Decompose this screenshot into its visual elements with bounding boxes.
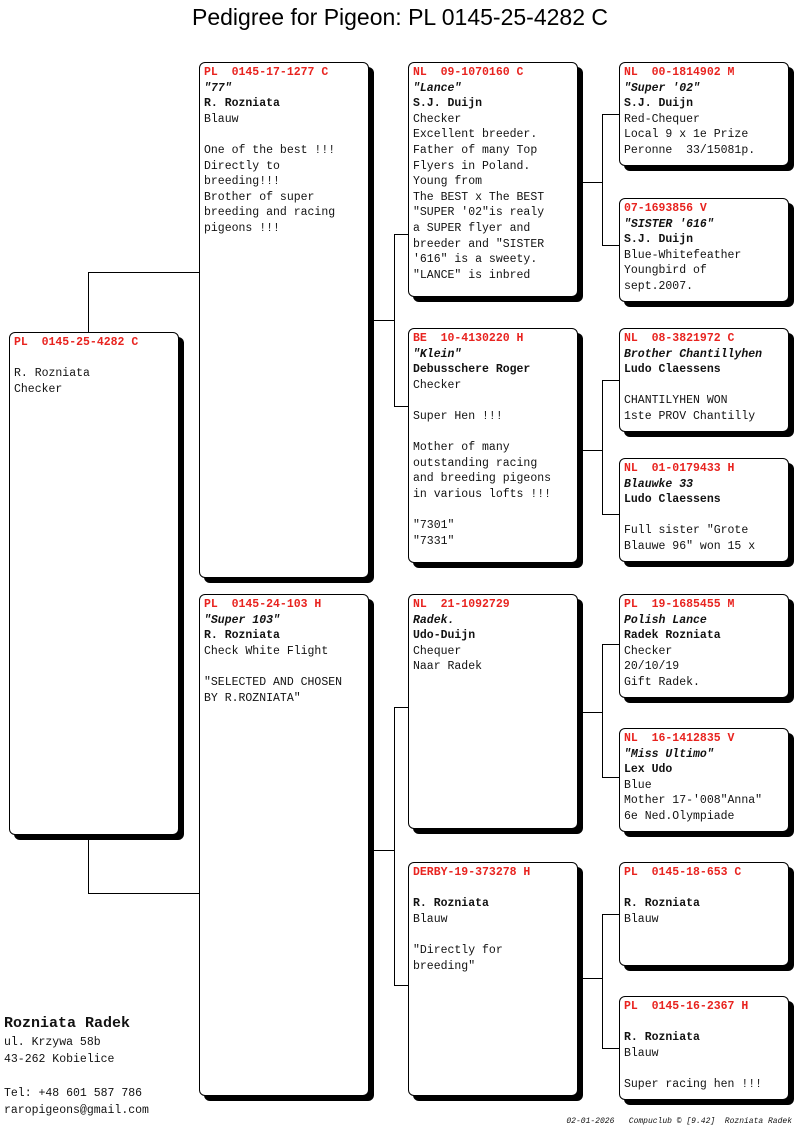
card-line: pigeons !!! [204, 221, 280, 235]
owner-name: Udo-Duijn [413, 629, 476, 643]
owner-name: Ludo Claessens [624, 363, 721, 377]
connector-line [602, 114, 620, 115]
connector-line [602, 644, 620, 645]
connector-line [602, 380, 603, 514]
connector-line [602, 380, 620, 381]
connector-line [602, 644, 603, 777]
ring-number: PL 19-1685455 M [624, 598, 735, 611]
owner-name: Debusschere Roger [413, 363, 531, 377]
card-line: One of the best !!! [204, 143, 336, 157]
card-line: breeder and "SISTER [413, 237, 545, 251]
card-line: in various lofts !!! [413, 487, 552, 501]
card-line: outstanding racing [413, 456, 538, 470]
owner-name: S.J. Duijn [624, 97, 694, 111]
owner-name: Ludo Claessens [624, 493, 721, 507]
pigeon-card-sire-dam-sire[interactable] [619, 328, 789, 432]
pigeon-card-dam-sire-sire[interactable] [619, 594, 789, 698]
pigeon-card-dam-sire[interactable] [408, 594, 578, 829]
card-line: Super Hen !!! [413, 409, 503, 423]
owner-name: S.J. Duijn [624, 233, 694, 247]
card-line: Checker [413, 112, 462, 126]
breeder-phone: Tel: +48 601 587 786 [4, 1087, 143, 1100]
pigeon-card-sire-sire-dam[interactable] [619, 198, 789, 302]
pigeon-name: "Super 103" [204, 613, 280, 627]
connector-line [88, 893, 200, 894]
card-line [413, 393, 573, 409]
pigeon-card-sire-sire[interactable] [408, 62, 578, 297]
connector-line [394, 985, 408, 986]
connector-line [602, 114, 603, 245]
connector-line [602, 914, 620, 915]
connector-line [394, 707, 395, 985]
page-title: Pedigree for Pigeon: PL 0145-25-4282 C [192, 4, 608, 30]
owner-name: R. Rozniata [204, 97, 280, 111]
pigeon-name: Polish Lance [624, 613, 707, 627]
connector-line [88, 272, 89, 334]
card-line: The BEST x The BEST [413, 190, 545, 204]
card-line: Blauwe 96" won 15 x [624, 539, 756, 553]
pigeon-name [624, 1015, 784, 1031]
card-line: Father of many Top [413, 143, 538, 157]
connector-line [578, 450, 602, 451]
pigeon-name [624, 881, 784, 897]
card-line: sept.2007. [624, 279, 694, 293]
owner-name: Lex Udo [624, 763, 673, 777]
ring-number: NL 21-1092729 [413, 598, 510, 611]
card-line: Excellent breeder. [413, 128, 538, 142]
owner-name: R. Rozniata [624, 897, 700, 911]
connector-line [368, 850, 395, 851]
ring-number: NL 16-1412835 V [624, 732, 735, 745]
ring-number: 07-1693856 V [624, 202, 707, 215]
ring-number: PL 0145-18-653 C [624, 866, 742, 879]
card-line [204, 127, 364, 143]
ring-number: DERBY-19-373278 H [413, 866, 531, 879]
card-line: a SUPER flyer and [413, 221, 531, 235]
connector-line [394, 406, 408, 407]
card-line: "SELECTED AND CHOSEN [204, 675, 343, 689]
owner-name: R. Rozniata [624, 1031, 700, 1045]
card-line: CHANTILYHEN WON [624, 394, 728, 408]
connector-line [88, 272, 200, 273]
connector-line [578, 978, 602, 979]
breeder-name: Rozniata Radek [4, 1015, 131, 1032]
card-line [413, 927, 573, 943]
card-line [624, 1061, 784, 1077]
connector-line [602, 914, 603, 1048]
pigeon-name: "Lance" [413, 81, 462, 95]
ring-number: PL 0145-17-1277 C [204, 66, 329, 79]
connector-line [602, 245, 620, 246]
card-line: Mother of many [413, 441, 510, 455]
card-line: Check White Flight [204, 644, 329, 658]
connector-line [602, 777, 620, 778]
card-line: Checker [14, 382, 63, 396]
pigeon-name: Brother Chantillyhen [624, 347, 763, 361]
card-line [413, 425, 573, 441]
card-line [14, 351, 174, 367]
card-line [624, 508, 784, 524]
pigeon-card-dam[interactable] [199, 594, 369, 1096]
card-line: Blauw [413, 912, 448, 926]
breeder-street: ul. Krzywa 58b [4, 1036, 101, 1049]
ring-number: NL 00-1814902 M [624, 66, 735, 79]
card-line: 1ste PROV Chantilly [624, 409, 756, 423]
card-line: Gift Radek. [624, 675, 700, 689]
pigeon-name: "Super '02" [624, 81, 700, 95]
connector-line [368, 320, 395, 321]
card-line: Blauw [204, 112, 239, 126]
pigeon-card-dam-sire-dam[interactable] [619, 728, 789, 832]
card-line: BY R.ROZNIATA" [204, 691, 301, 705]
breeder-city: 43-262 Kobielice [4, 1053, 115, 1066]
pigeon-name: "77" [204, 81, 232, 95]
pigeon-card-dam-dam-sire[interactable] [619, 862, 789, 966]
ring-number: PL 0145-24-103 H [204, 598, 322, 611]
connector-line [394, 234, 408, 235]
card-line: Naar Radek [413, 660, 483, 674]
connector-line [394, 707, 408, 708]
card-line: Flyers in Poland. [413, 159, 531, 173]
card-line: 20/10/19 [624, 660, 680, 674]
card-line: "7301" [413, 519, 455, 533]
connector-line [578, 712, 602, 713]
pigeon-name: "SISTER '616" [624, 217, 714, 231]
pigeon-card-sire-dam[interactable] [408, 328, 578, 563]
ring-number: NL 08-3821972 C [624, 332, 735, 345]
card-line: and breeding pigeons [413, 472, 552, 486]
card-line: Youngbird of [624, 264, 707, 278]
pigeon-name: Radek. [413, 613, 455, 627]
card-line: Local 9 x 1e Prize [624, 128, 749, 142]
ring-number: NL 01-0179433 H [624, 462, 735, 475]
pigeon-card-sire-dam-dam[interactable] [619, 458, 789, 562]
card-line: "Directly for [413, 943, 503, 957]
pigeon-card-sire[interactable] [199, 62, 369, 578]
card-line: "7331" [413, 534, 455, 548]
card-line [624, 378, 784, 394]
connector-line [88, 834, 89, 894]
pigeon-card-subject[interactable] [9, 332, 179, 835]
pigeon-name [413, 881, 573, 897]
connector-line [394, 234, 395, 406]
card-line: R. Rozniata [14, 367, 90, 381]
card-line: 6e Ned.Olympiade [624, 809, 735, 823]
owner-name: R. Rozniata [413, 897, 489, 911]
card-line: Chequer [413, 644, 462, 658]
card-line: Super racing hen !!! [624, 1077, 763, 1091]
card-line: Blue-Whitefeather [624, 248, 742, 262]
card-line: Full sister "Grote [624, 524, 749, 538]
connector-line [578, 182, 602, 183]
owner-name: R. Rozniata [204, 629, 280, 643]
breeder-email: raropigeons@gmail.com [4, 1104, 149, 1117]
ring-number: NL 09-1070160 C [413, 66, 524, 79]
ring-number: PL 0145-16-2367 H [624, 1000, 749, 1013]
card-line: breeding" [413, 959, 476, 973]
card-line: "LANCE" is inbred [413, 268, 531, 282]
card-line: Red-Chequer [624, 112, 700, 126]
ring-number: PL 0145-25-4282 C [14, 336, 139, 349]
pigeon-card-dam-dam[interactable] [408, 862, 578, 1096]
owner-name: Radek Rozniata [624, 629, 721, 643]
card-line [204, 659, 364, 675]
pigeon-card-dam-dam-dam[interactable] [619, 996, 789, 1100]
card-line: Blue [624, 778, 652, 792]
card-line: Young from [413, 175, 483, 189]
pigeon-name: Blauwke 33 [624, 477, 694, 491]
breeder-contact [4, 1014, 149, 1119]
connector-line [602, 1048, 620, 1049]
card-line: Checker [624, 644, 673, 658]
connector-line [602, 514, 620, 515]
pigeon-card-sire-sire-sire[interactable] [619, 62, 789, 166]
footer-credit: 02-01-2026 Compuclub © [9.42] Rozniata Radek [566, 1117, 792, 1126]
card-line: Brother of super [204, 190, 315, 204]
card-line: Checker [413, 378, 462, 392]
card-line: Mother 17-'008"Anna" [624, 794, 763, 808]
owner-name: S.J. Duijn [413, 97, 483, 111]
card-line: '616" is a sweety. [413, 253, 538, 267]
card-line: Directly to [204, 159, 280, 173]
pigeon-name: "Miss Ultimo" [624, 747, 714, 761]
card-line [413, 503, 573, 519]
card-line: breeding!!! [204, 175, 280, 189]
pigeon-name: "Klein" [413, 347, 462, 361]
card-line: Blauw [624, 912, 659, 926]
card-line: breeding and racing [204, 206, 336, 220]
card-line: Blauw [624, 1046, 659, 1060]
card-line: Peronne 33/15081p. [624, 143, 756, 157]
card-line: "SUPER '02"is realy [413, 206, 545, 220]
ring-number: BE 10-4130220 H [413, 332, 524, 345]
